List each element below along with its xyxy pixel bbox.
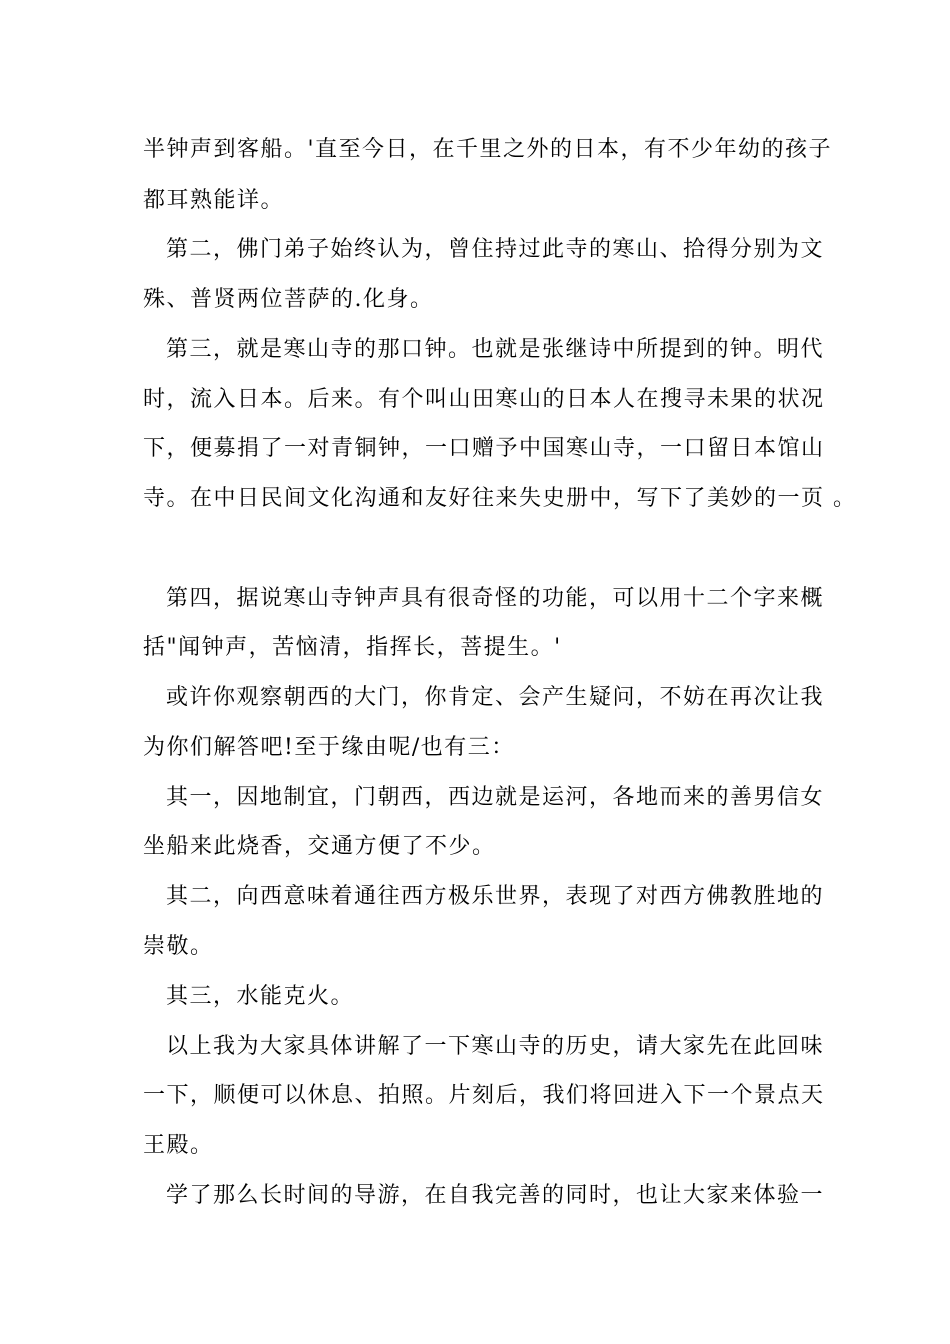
text-line: 第二，佛门弟子始终认为，曾住持过此寺的寒山、拾得分别为文 bbox=[166, 237, 825, 262]
text-line: 王殿。 bbox=[143, 1133, 214, 1158]
text-line: 下，便募捐了一对青铜钟，一口赠予中国寒山寺，一口留日本馆山 bbox=[143, 436, 825, 461]
text-line: 其一，因地制宜，门朝西，西边就是运河，各地而来的善男信女 bbox=[166, 785, 825, 810]
text-line: 其二，向西意味着通往西方极乐世界，表现了对西方佛教胜地的 bbox=[166, 884, 825, 909]
text-line: 一下，顺便可以休息、拍照。片刻后，我们将回进入下一个景点天 bbox=[143, 1083, 825, 1108]
text-line: 半钟声到客船。'直至今日，在千里之外的日本，有不少年幼的孩子 bbox=[143, 137, 833, 162]
text-line: 时，流入日本。后来。有个叫山田寒山的日本人在搜寻未果的状况 bbox=[143, 387, 825, 412]
text-line: 以上我为大家具体讲解了一下寒山寺的历史，请大家先在此回味 bbox=[166, 1034, 825, 1059]
text-line: 括"闻钟声，苦恼清，指挥长，菩提生。' bbox=[143, 635, 562, 660]
text-line: 崇敬。 bbox=[143, 934, 214, 959]
text-line: 坐船来此烧香，交通方便了不少。 bbox=[143, 834, 496, 859]
text-line: 第三，就是寒山寺的那口钟。也就是张继诗中所提到的钟。明代 bbox=[166, 337, 825, 362]
text-line: 学了那么长时间的导游，在自我完善的同时，也让大家来体验一 bbox=[166, 1183, 825, 1208]
text-line: 或许你观察朝西的大门，你肯定、会产生疑问，不妨在再次让我 bbox=[166, 685, 825, 710]
text-line: 都耳熟能详。 bbox=[143, 188, 285, 213]
text-line: 为你们解答吧!至于缘由呢/也有三： bbox=[143, 735, 515, 760]
text-line: 第四，据说寒山寺钟声具有很奇怪的功能，可以用十二个字来概 bbox=[166, 586, 825, 611]
text-line: 其三，水能克火。 bbox=[166, 984, 355, 1009]
text-line: 寺。在中日民间文化沟通和友好往来失史册中，写下了美妙的一页 。 bbox=[143, 486, 857, 511]
text-line: 殊、普贤两位菩萨的.化身。 bbox=[143, 287, 434, 312]
